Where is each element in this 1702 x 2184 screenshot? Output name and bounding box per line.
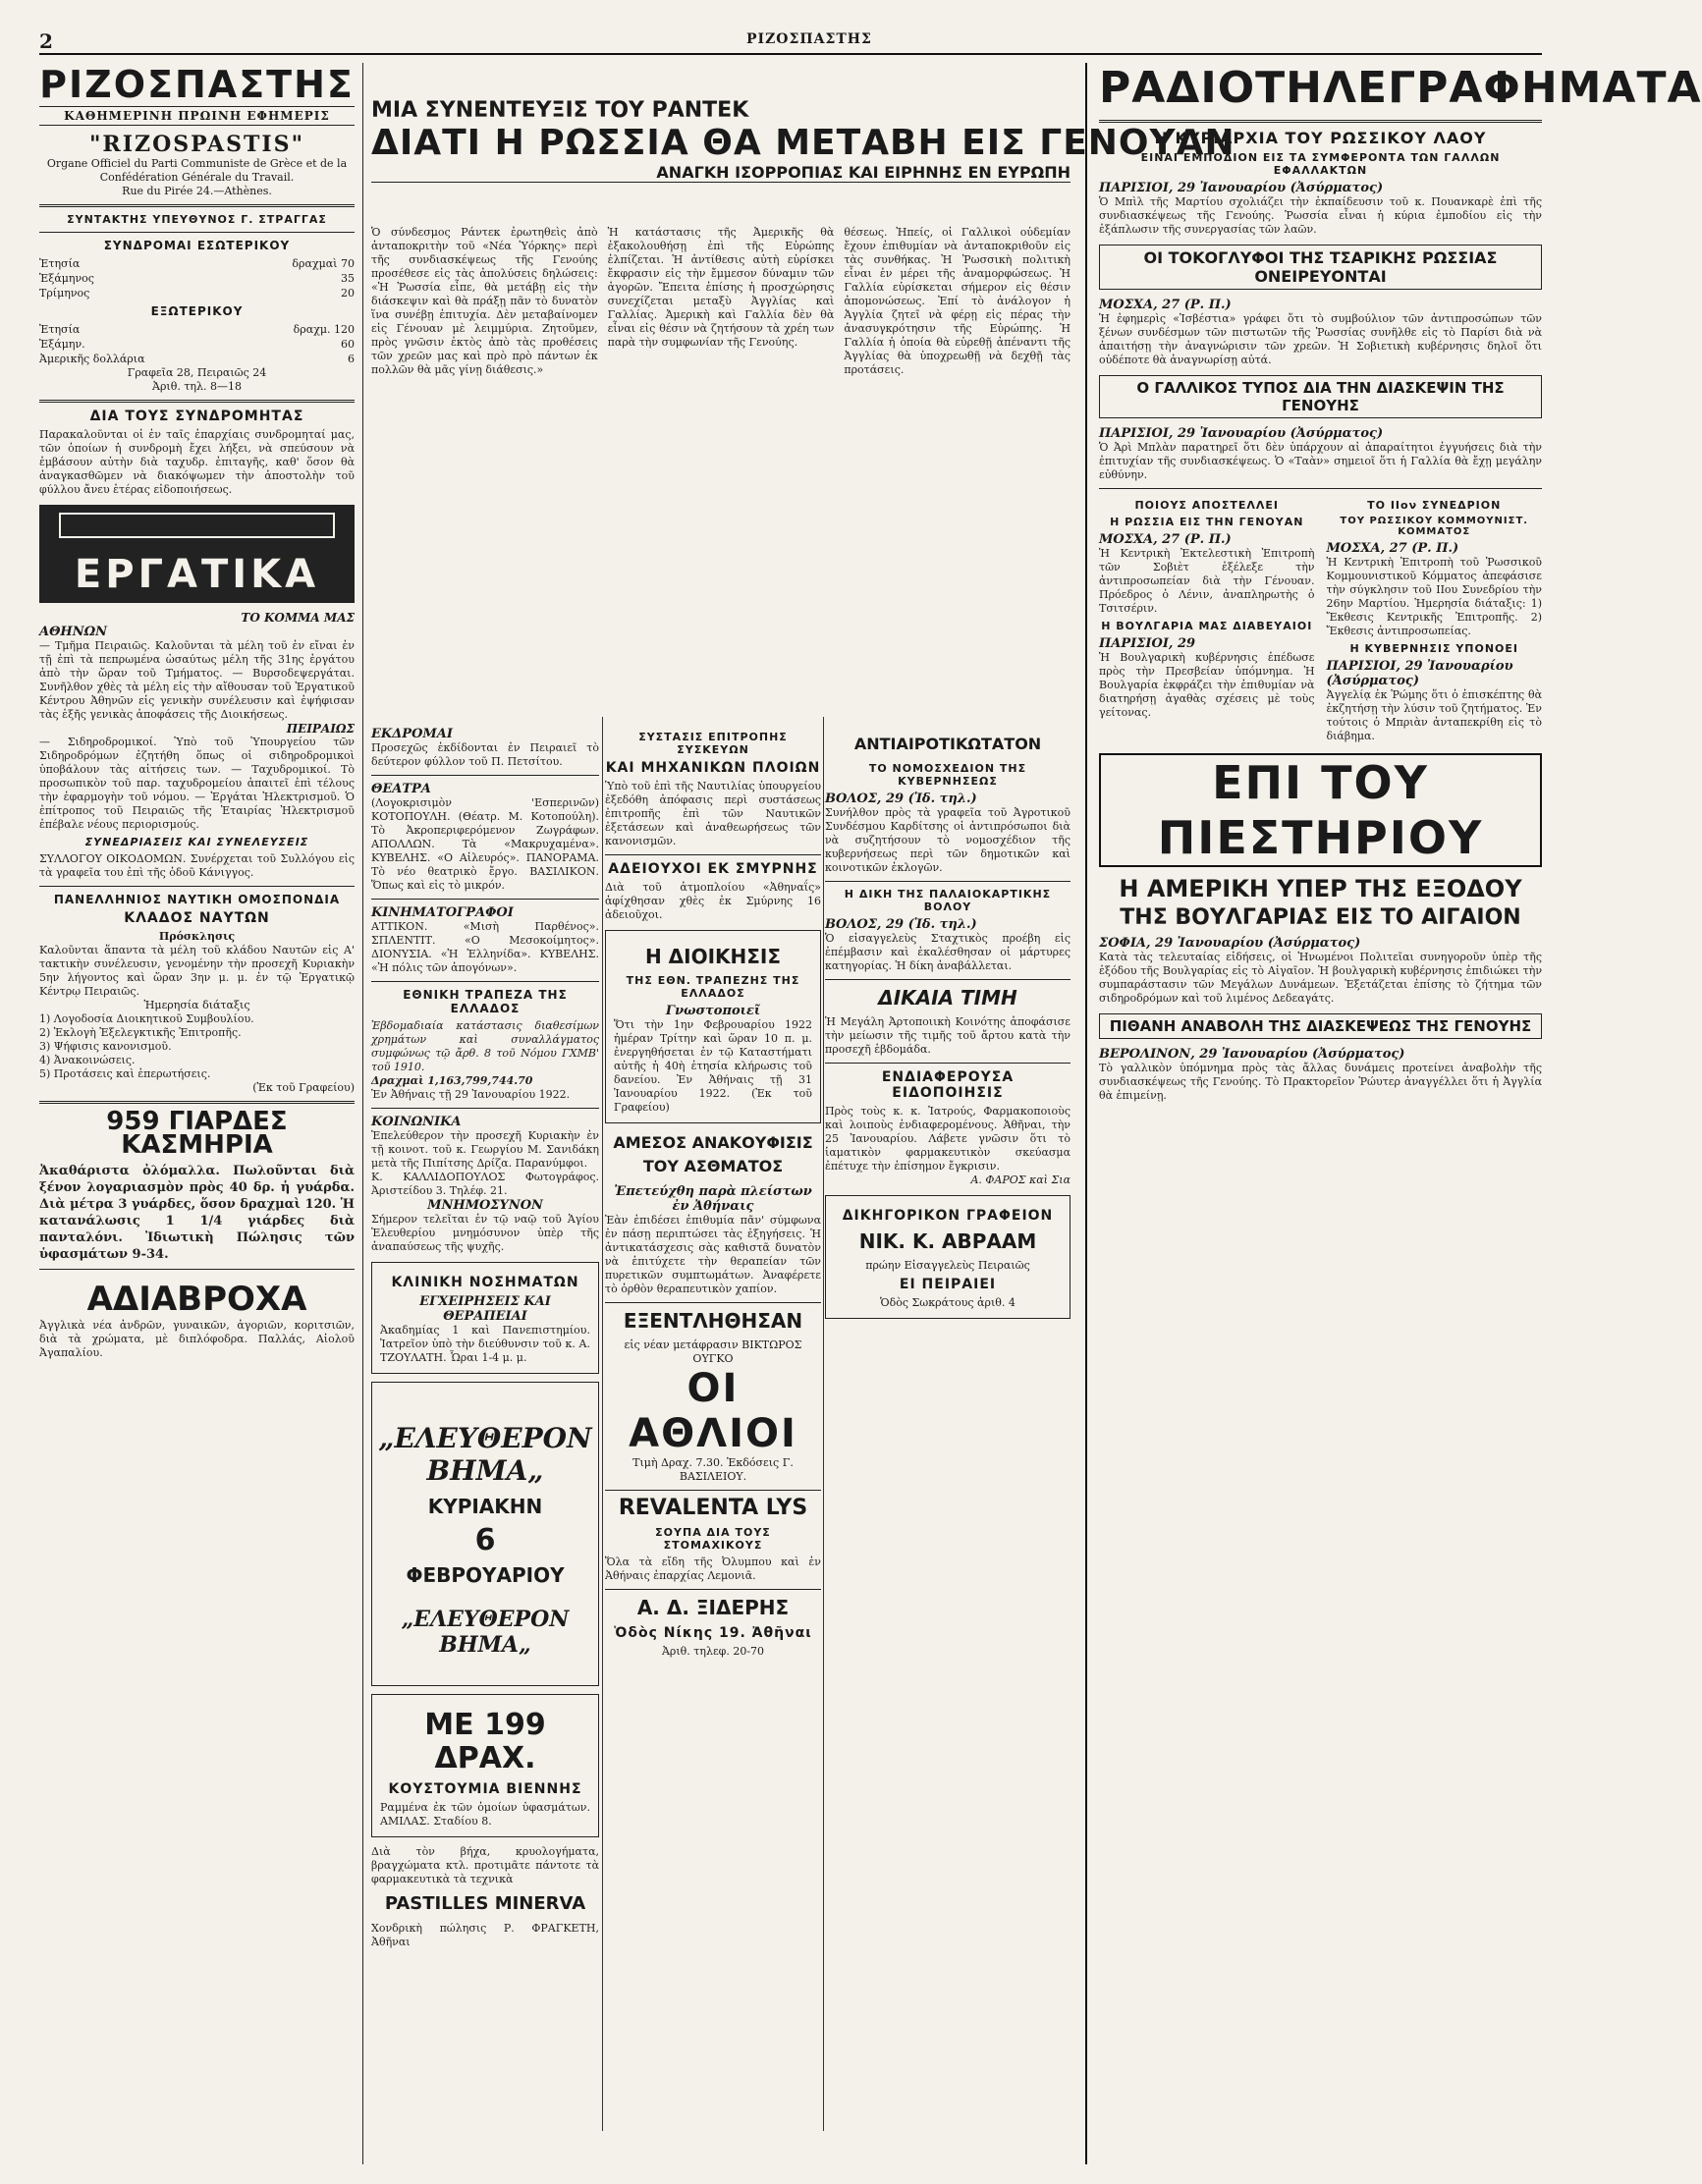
divider xyxy=(1099,120,1542,123)
interview-title: ΜΙΑ ΣΥΝΕΝΤΕΥΞΙΣ ΤΟΥ ΡΑΝΤΕΚ xyxy=(371,98,749,123)
radio-sub-2: ΕΙΝΑΙ ΕΜΠΟΔΙΟΝ ΕΙΣ ΤΑ ΣΥΜΦΕΡΟΝΤΑ ΤΩΝ ΓΑΛΛΩΝ ΕΦΑΛΛΑΚΤΩΝ xyxy=(1140,151,1501,177)
interview-header xyxy=(371,98,1235,183)
berlin-text: Τὸ γαλλικὸν ὑπόμνημα πρὸς τὰς ἄλλας δυνάμεις προτείνει ἀναβολὴν τῆς συνδιασκέψεως τῆς Γενούης. Τὸ Πρακτορεῖον Ῥώυτερ ἀναγγέλλει ὅτι ἡ Ἀγγλία θὰ ἐπιμείνῃ. xyxy=(1099,1062,1542,1102)
subscribers-head: ΔΙΑ ΤΟΥΣ ΣΥΝΔΡΟΜΗΤΑΣ xyxy=(89,409,304,424)
law-title: πρώην Εἰσαγγελεὺς Πειραιῶς xyxy=(865,1259,1030,1272)
subs-label: Ἀμερικῆς δολλάρια xyxy=(39,353,145,365)
kashmir-ad-text: Ἀκαθάριστα ὀλόμαλλα. Πωλοῦνται διὰ ξένον λογαριασμὸν πρὸς 40 δρ. ἡ γυάρδα. Διὰ μέτρα 3 γυάρδες, ὅσον δραχμαὶ 120. Ἡ κατανάλωσις 1 1/4 γιάρδες διὰ πανταλόνι. Ἰδιωτικὴ Πώλησις τῶν ὑφασμάτων 9-34. xyxy=(39,1164,355,1262)
masthead-address: Rue du Pirée 24.—Athènes. xyxy=(122,185,272,197)
xidipis-addr: Ὁδὸς Νίκης 19. Ἀθῆναι xyxy=(614,1625,812,1641)
kashmir-ad-head: 959 ΓΙΑΡΔΕΣ ΚΑΣΜΗΡΙΑ xyxy=(106,1107,288,1160)
moscow-3-text: Ἡ Κεντρικὴ Ἐπιτροπὴ τοῦ Ῥωσσικοῦ Κομμουνιστικοῦ Κόμματος ἀπεφάσισε τὴν σύγκλησιν τοῦ ΙΙου Συνεδρίου τὴν 26ην Μαρτίου. Ἡμερησία διάταξις: 1) Ἔκθεσις Κεντρικῆς Ἐπιτροπῆς. 2) Ἔκθεσις ἀντιπροσωπείας. xyxy=(1326,556,1542,637)
farou: Α. ΦΑΡΟΣ καὶ Σια xyxy=(970,1174,1071,1186)
smyrna-head: ΑΔΕΙΟΥΧΟΙ ΕΚ ΣΜΥΡΝΗΣ xyxy=(608,861,818,877)
column-2 xyxy=(371,727,599,2160)
koinonika-head: ΚΟΙΝΩΝΙΚΑ xyxy=(371,1115,462,1129)
endiaferousa-head: ΕΝΔΙΑΦΕΡΟΥΣΑ ΕΙΔΟΠΟΙΗΣΙΣ xyxy=(881,1069,1015,1101)
xidipis-name: Α. Δ. ΞΙΔΕΡΗΣ xyxy=(636,1596,790,1619)
subs-price: δραχμαὶ 70 xyxy=(292,257,355,270)
moscow-1-text: Ἡ ἐφημερὶς «Ἰσβέστια» γράφει ὅτι τὸ συμβούλιον τῶν ἀντιπροσώπων τῶν ξένων συνδέσμων τῶν πιστωτῶν τῆς Ῥωσσίας συνῆλθε εἰς τὸ Παρίσι διὰ νὰ ἀπαιτήσῃ τὴν ἀναγνώρισιν τῶν χρεῶν. Ἡ Σοβιετικὴ κυβέρνησις δηλοῖ ὅτι οὐδέποτε θὰ ἀναγνωρίσῃ αὐτά. xyxy=(1099,312,1542,366)
sofia: ΣΟΦΙΑ, 29 Ἰανουαρίου (Ἀσύρματος) xyxy=(1099,936,1361,951)
koinonika-text: Ἐπελεύθερον τὴν προσεχῆ Κυριακὴν ἐν τῇ κοινοτ. τοῦ κ. Γεωργίου Μ. Σανιδάκη μετὰ τῆς Πιπίτσης Δρίζα. Παρανύμφοι. xyxy=(371,1129,599,1170)
mnimo-head: ΜΝΗΜΟΣΥΝΟΝ xyxy=(427,1198,543,1213)
mnimo-text: Σήμερον τελεῖται ἐν τῷ ναῷ τοῦ Ἁγίου Ἐλευθερίου μνημόσυνον ὑπὲρ τῆς ἀναπαύσεως τῆς ψυχῆς. xyxy=(371,1213,599,1253)
prosklisis-text: Καλοῦνται ἅπαντα τὰ μέλη τοῦ κλάδου Ναυτῶν εἰς Α' τακτικὴν συνέλευσιν, γενομένην τὴν προσεχῆ Κυριακὴν 5ην λήγοντος καὶ ὥραν 3ην μ. μ. ἐν τῷ Ἐργατικῷ Κέντρῳ Πειραιῶς. xyxy=(39,944,355,998)
main-article-columns xyxy=(371,226,1071,377)
divider xyxy=(825,881,1071,882)
divider xyxy=(605,1490,821,1491)
masthead-subtitle: ΚΑΘΗΜΕΡΙΝΗ ΠΡΩΙΝΗ ΕΦΗΜΕΡΙΣ xyxy=(39,106,355,126)
top-rule xyxy=(39,29,1542,55)
dioik-head: Η ΔΙΟΙΚΗΣΙΣ xyxy=(644,945,782,968)
subs-row xyxy=(39,286,355,300)
syneleuseis-head: ΣΥΝΕΔΡΙΑΣΕΙΣ ΚΑΙ ΣΥΝΕΛΕΥΣΕΙΣ xyxy=(84,836,309,848)
bank-head: ΕΘΝΙΚΗ ΤΡΑΠΕΖΑ ΤΗΣ ΕΛΛΑΔΟΣ xyxy=(403,988,568,1015)
law-addr: Ὁδὸς Σωκράτους ἀριθ. 4 xyxy=(880,1296,1016,1309)
divider xyxy=(605,1589,821,1590)
newspaper-page xyxy=(39,29,1702,2160)
smyrna-text: Διὰ τοῦ ἀτμοπλοίου «Ἀθηναΐς» ἀφίχθησαν χθὲς ἐκ Σμύρνης 16 ἀδειοῦχοι. xyxy=(605,881,821,921)
poioys-head: ΠΟΙΟΥΣ ΑΠΟΣΤΕΛΛΕΙ xyxy=(1134,499,1280,512)
bank-text: Ἑβδομαδιαία κατάστασις διαθεσίμων χρημάτων καὶ συναλλάγματος συμφώνως τῷ ἄρθ. 8 τοῦ Νόμου ΓΧΜΒ' τοῦ 1910. xyxy=(371,1019,599,1073)
komma-head: ΤΟ ΚΟΜΜΑ ΜΑΣ xyxy=(241,611,355,625)
divider xyxy=(39,232,355,233)
divider xyxy=(39,204,355,207)
endiaferousa-text: Πρὸς τοὺς κ. κ. Ἰατρούς, Φαρμακοποιοὺς καὶ λοιποὺς ἐνδιαφερομένους. Ἀθῆναι, τὴν 25 Ἰανουαρίου. Λάβετε γνῶσιν ὅτι τὸ ἰαματικὸν φαρμακευτικὸν σκεύασμα ἐπέτυχε τὴν ἐπίσημον ἔγκρισιν. xyxy=(825,1105,1071,1173)
editor-line: ΣΥΝΤΑΚΤΗΣ ΥΠΕΥΘΥΝΟΣ Γ. ΣΤΡΑΓΓΑΣ xyxy=(67,213,327,226)
divider xyxy=(371,981,599,982)
main-subhead: ΑΝΑΓΚΗ ΙΣΟΡΡΟΠΙΑΣ ΚΑΙ ΕΙΡΗΝΗΣ ΕΝ ΕΥΡΩΠΗ xyxy=(371,163,1071,183)
news-col-a xyxy=(1099,495,1315,743)
divider xyxy=(371,1108,599,1109)
article-col-2: Ἡ κατάστασις τῆς Ἀμερικῆς θὰ ἐξακολουθήσῃ ἐπὶ τῆς Εὐρώπης ἐλπίζεται. Ἡ ἀντίθεσις αὐτὴ εὑρίσκει ἔκφρασιν εἰς τὴν ἔμμεσον δύναμιν τῶν ἀγορῶν. Ἔπειτα ἐπίσης ἡ προσχώρησις συνεχίζεται μεταξὺ Ἀγγλίας καὶ Γαλλίας. Ἀμερικὴ καὶ Γαλλία δὲν θὰ εἶναι εἰς θέσιν νὰ ζητήσουν τὰ χρέη των παρὰ τὴν συμφωνίαν τῆς Γενούης. xyxy=(607,226,835,349)
synedrio-head: ΤΟ ΙΙον ΣΥΝΕΔΡΙΟΝ xyxy=(1367,499,1502,512)
bank-amount: Δραχμαὶ 1,163,799,744.70 xyxy=(371,1074,533,1087)
exantlithisan: ΕΞΕΝΤΛΗΘΗΣΑΝ xyxy=(623,1309,803,1333)
february: ΦΕΒΡΟΥΑΡΙΟΥ xyxy=(406,1563,565,1587)
labor-text-2: — Σιδηροδρομικοί. Ὑπὸ τοῦ Ὑπουργείου τῶν Σιδηροδρόμων ἐζητήθη ὅπως οἱ σιδηροδρομικοὶ ὑποβάλουν τὰς αἰτήσεις των. — Ταχυδρομικοί. Τὸ προσωπικὸν τοῦ παρ. ταχυδρομείου ἀπαιτεῖ ἐπὶ τέλους τὴν ἐφαρμογὴν τοῦ νόμου. — Ἐργάται Ἠλεκτρισμοῦ. Ὁ ἐπίτροπος τοῦ Πειραιῶς τῆς Ἑταιρίας Ἠλεκτρισμοῦ ἐπέβαλε νέους περιορισμούς. xyxy=(39,736,355,831)
offices: Γραφεῖα 28, Πειραιῶς 24 xyxy=(127,366,267,379)
soupa: ΣΟΥΠΑ ΔΙΑ ΤΟΥΣ ΣΤΟΜΑΧΙΚΟΥΣ xyxy=(655,1526,771,1552)
adiavrocha-head: ΑΔΙΑΒΡΟΧΑ xyxy=(86,1280,307,1319)
subs-price: δραχμ. 120 xyxy=(293,323,355,336)
kallidopoulos: Κ. ΚΑΛΛΙΔΟΠΟΥΛΟΣ Φωτογράφος. Ἀριστείδου 3. Τηλέφ. 21. xyxy=(371,1171,599,1197)
theatra-head: ΘΕΑΤΡΑ xyxy=(371,782,431,796)
divider xyxy=(1099,488,1542,489)
asthma-head: ΑΜΕΣΟΣ ΑΝΑΚΟΥΦΙΣΙΣ ΤΟΥ ΑΣΘΜΑΤΟΣ xyxy=(613,1133,813,1175)
anavoli-head: ΠΙΘΑΝΗ ΑΝΑΒΟΛΗ ΤΗΣ ΔΙΑΣΚΕΨΕΩΣ ΤΗΣ ΓΕΝΟΥΗΣ xyxy=(1099,1013,1542,1039)
column-3 xyxy=(605,727,821,2160)
antiair-sub: ΤΟ ΝΟΜΟΣΧΕΔΙΟΝ ΤΗΣ ΚΥΒΕΡΝΗΣΕΩΣ xyxy=(868,762,1027,788)
law-head: ΔΙΚΗΓΟΡΙΚΟΝ ΓΡΑΦΕΙΟΝ xyxy=(842,1208,1054,1224)
revalenta-head: REVALENTA LYS xyxy=(618,1496,808,1520)
volos-2-text: Ὁ εἰσαγγελεὺς Σταχτικὸς προέβη εἰς ἐπέμβασιν καὶ ἐκαλέσθησαν οἱ μάρτυρες κατηγορίας. Ἡ δίκη ἀναβάλλεται. xyxy=(825,932,1071,972)
dikaia-text: Ἡ Μεγάλη Ἀρτοποιικὴ Κοινότης ἀποφάσισε τὴν μείωσιν τῆς τιμῆς τοῦ ἄρτου κατὰ τὴν προσεχῆ ἑβδομάδα. xyxy=(825,1015,1071,1056)
masthead-latin: "RIZOSPASTIS" xyxy=(88,132,305,157)
two-col-news xyxy=(1099,495,1542,743)
volos-1: ΒΟΛΟΣ, 29 (Ἰδ. τηλ.) xyxy=(825,792,977,806)
paris-2-text: Ὁ Ἀρὶ Μπλὰν παρατηρεῖ ὅτι δὲν ὑπάρχουν αἱ ἀπαραίτητοι ἐγγυήσεις διὰ τὴν ἐπιτυχίαν τῆς συνδιασκέψεως. Ὁ «Ταὰν» σημειοῖ ὅτι ἡ Γαλλία θὰ ἔχῃ μεγάλην εὐθύνην. xyxy=(1099,441,1542,481)
subs-price: 60 xyxy=(341,338,355,351)
ergatika-banner xyxy=(39,505,355,603)
dioik-text: Ὅτι τὴν 1ην Φεβρουαρίου 1922 ἡμέραν Τρίτην καὶ ὥραν 10 π. μ. ἐνεργηθήσεται ἐν τῷ Καταστήματι αὐτῆς ἡ 40ὴ ἐτησία κλήρωσις τοῦ δανείου. Ἐν Ἀθήναις τῇ 31 Ἰανουαρίου 1922. (Ἐκ τοῦ Γραφείου) xyxy=(614,1018,812,1114)
subs-foreign-title: ΕΞΩΤΕΡΙΚΟΥ xyxy=(150,304,244,318)
sofia-text: Κατὰ τὰς τελευταίας εἰδήσεις, οἱ Ἡνωμένοι Πολιτεῖαι συνηγοροῦν ὑπὲρ τῆς ἐξόδου τῆς Βουλγαρίας εἰς τὸ Αἰγαῖον. Ἡ βουλγαρικὴ κυβέρνησις ἐπιδιώκει τὴν συμπαράστασιν τῶν Μεγάλων Δυνάμεων. Ἐξετάζεται ἐπίσης τὸ ζήτημα τῶν σιδηροδρόμων καὶ τοῦ λιμένος Δεδεαγάτς. xyxy=(1099,951,1542,1005)
main-article xyxy=(371,226,1071,717)
exp-head-2: ΚΑΙ ΜΗΧΑΝΙΚΩΝ ΠΛΟΙΩΝ xyxy=(605,760,821,776)
bank-date: Ἐν Ἀθήναις τῇ 29 Ἰανουαρίου 1922. xyxy=(371,1088,571,1101)
signed: (Ἐκ τοῦ Γραφείου) xyxy=(252,1081,355,1094)
pharmacy: Χονδρικὴ πώλησις Ρ. ΦΡΑΓΚΕΤΗ, Ἀθῆναι xyxy=(371,1922,599,1948)
exp-head: ΣΥΣΤΑΣΙΣ ΕΠΙΤΡΟΠΗΣ ΣΥΣΚΕΥΩΝ xyxy=(638,731,788,756)
order-item: 2) Ἐκλογὴ Ἐξελεγκτικῆς Ἐπιτροπῆς. xyxy=(39,1026,242,1039)
column-rule xyxy=(602,717,603,2131)
clinic-sub: ΕΓΧΕΙΡΗΣΕΙΣ ΚΑΙ ΘΕΡΑΠΕΙΑΙ xyxy=(419,1294,551,1324)
paris-3: ΠΑΡΙΣΙΟΙ, 29 xyxy=(1099,636,1196,651)
ekdromai-text: Προσεχῶς ἐκδίδονται ἐν Πειραιεῖ τὸ δεύτερον φύλλον τοῦ Π. Πετσίτου. xyxy=(371,741,599,768)
antiair-head: ΑΝΤΙΑΙΡΟΤΙΚΩΤΑΤΟΝ xyxy=(853,735,1042,753)
column-1 xyxy=(39,63,363,2164)
moscow-2: ΜΟΣΧΑ, 27 (Ρ. Π.) xyxy=(1099,532,1232,547)
revalenta-text: Ὅλα τὰ εἴδη τῆς Ὀλυμπου καὶ ἐν Ἀθήναις ἐπαρχίας Λεμονιᾶ. xyxy=(605,1556,821,1582)
xidipis-phone: Ἀριθ. τηλεφ. 20-70 xyxy=(661,1645,765,1658)
subs-price: 6 xyxy=(348,353,355,365)
gallikos-head: Ο ΓΑΛΛΙΚΟΣ ΤΥΠΟΣ ΔΙΑ ΤΗΝ ΔΙΑΣΚΕΨΙΝ ΤΗΣ ΓΕΝΟΥΗΣ xyxy=(1099,375,1542,418)
piestiriou-head: ΕΠΙ ΤΟΥ ΠΙΕΣΤΗΡΙΟΥ xyxy=(1099,753,1542,867)
ekdromai-head: ΕΚΔΡΟΜΑΙ xyxy=(371,727,453,741)
synedrio-head-2: ΤΟΥ ΡΩΣΣΙΚΟΥ ΚΟΜΜΟΥΝΙΣΤ. ΚΟΜΜΑΤΟΣ xyxy=(1340,516,1529,537)
subs-row xyxy=(39,322,355,337)
athens-head: ΑΘΗΝΩΝ xyxy=(39,625,108,639)
imerisia: Ἡμερησία διάταξις xyxy=(143,999,250,1011)
divider xyxy=(825,1063,1071,1064)
paris-3-text: Ἡ Βουλγαρικὴ κυβέρνησις ἐπέδωσε πρὸς τὴν Πρεσβείαν ὑπόμνημα. Ἡ Βουλγαρία ἐκφράζει τὴν ἐπιθυμίαν νὰ διατηρήσῃ ἀγαθὰς σχέσεις μὲ τοὺς γείτονας. xyxy=(1099,651,1315,719)
subs-label: Ἐτησία xyxy=(39,257,81,270)
divider xyxy=(39,1269,355,1270)
divider xyxy=(605,1302,821,1303)
banner-decoration xyxy=(59,513,335,538)
adiavrocha-text: Ἀγγλικὰ νέα ἀνδρῶν, γυναικῶν, ἀγοριῶν, κοριτσιῶν, διὰ τὰ χρώματα, μὲ διπλόφοδρα. Παλλάς, Αἰολοῦ Ἀγαπαλίου. xyxy=(39,1319,355,1359)
main-headline: ΔΙΑΤΙ Η ΡΩΣΣΙΑ ΘΑ ΜΕΤΑΒΗ ΕΙΣ ΓΕΝΟΥΑΝ xyxy=(371,123,1235,163)
naftiki-head: ΠΑΝΕΛΛΗΝΙΟΣ ΝΑΥΤΙΚΗ ΟΜΟΣΠΟΝΔΙΑ xyxy=(53,893,341,906)
volos-1-text: Συνήλθον πρὸς τὰ γραφεῖα τοῦ Ἀγροτικοῦ Συνδέσμου Καρδίτσης οἱ ἀντιπρόσωποι διὰ νὰ συζητήσουν τὸ νομοσχέδιον τῆς κυβερνήσεως περὶ τῶν δημοτικῶν καὶ κοινοτικῶν ἐκλογῶν. xyxy=(825,806,1071,874)
suits-head: ΚΟΥΣΤΟΥΜΙΑ ΒΙΕΝΝΗΣ xyxy=(388,1781,582,1797)
paris-2: ΠΑΡΙΣΙΟΙ, 29 Ἰανουαρίου (Ἀσύρματος) xyxy=(1099,426,1384,441)
subs-label: Ἐτησία xyxy=(39,323,81,336)
paris-1: ΠΑΡΙΣΙΟΙ, 29 Ἰανουαρίου (Ἀσύρματος) xyxy=(1099,181,1384,195)
exp-text: Ὑπὸ τοῦ ἐπὶ τῆς Ναυτιλίας ὑπουργείου ἐξεδόθη ἀπόφασις περὶ συστάσεως ἐπιτροπῆς ἐπὶ τῶν Ναυτικῶν ἐξετάσεων καὶ ἀναθεωρήσεως τῶν κανονισμῶν. xyxy=(605,780,821,847)
moscow-2-text: Ἡ Κεντρικὴ Ἐκτελεστικὴ Ἐπιτροπὴ τῶν Σοβιὲτ ἐξέλεξε τὴν ἀντιπροσωπείαν διὰ τὴν Γένουαν. Πρόεδρος ὁ Λένιν, ἀναπληρωτὴς ὁ Τσιτσέριν. xyxy=(1099,547,1315,615)
eleftheron-vima-1: „ΕΛΕΥΘΕΡΟΝ ΒΗΜΑ„ xyxy=(378,1422,592,1487)
order-item: 4) Ἀνακοινώσεις. xyxy=(39,1054,136,1066)
volos-2: ΒΟΛΟΣ, 29 (Ἰδ. τηλ.) xyxy=(825,917,977,932)
phone: Ἀριθ. τηλ. 8—18 xyxy=(152,380,242,393)
news-col-b xyxy=(1327,495,1543,743)
paris-4-text: Ἀγγελίᾳ ἐκ Ῥώμης ὅτι ὁ ἐπισκέπτης θὰ ἐκζητήσῃ τὴν λύσιν τοῦ ζητήματος. Ἐν τούτοις ὁ Μπριὰν ἀνταπεκρίθη εἰς τὸ διάβημα. xyxy=(1326,688,1542,742)
law-office-ad xyxy=(825,1195,1071,1319)
masthead xyxy=(39,63,355,198)
clinic-ad xyxy=(371,1262,599,1374)
berlin: ΒΕΡΟΛΙΝΟΝ, 29 Ἰανουαρίου (Ἀσύρματος) xyxy=(1099,1047,1405,1062)
masthead-title: ΡΙΖΟΣΠΑΣΤΗΣ xyxy=(39,63,355,106)
divider xyxy=(825,979,1071,980)
piraeus-head: ΠΕΙΡΑΙΩΣ xyxy=(286,722,355,736)
subs-row xyxy=(39,352,355,366)
subs-price: 20 xyxy=(341,287,355,300)
article-col-3: θέσεως. Ἠπείς, οἱ Γαλλικοὶ οὐδεμίαν ἔχουν ἐπιθυμίαν νὰ ἀνταποκριθοῦν εἰς τὰς συνθήκας. Ἡ Ῥωσσικὴ πολιτικὴ εἶναι ἐν μέρει τῆς ἀναμορφώσεως. Ἡ Γαλλία εὑρίσκεται σήμερον εἰς θέσιν ἀπομονώσεως. Ἐπί τὸ ἀνάλογον ἡ Ἀγγλία ζητεῖ νὰ φέρῃ εἰς πέρας τὴν ἀνασυγκρότησιν τῆς Εὐρώπης. Ἡ Γαλλία ἡ ὁποία θὰ εὑρεθῇ ἀπέναντι τῆς Ἀγγλίας θὰ ὑποχρεωθῇ νὰ δεχθῇ τὰς προτάσεις. xyxy=(844,226,1071,376)
victor-hugo: εἰς νέαν μετάφρασιν ΒΙΚΤΩΡΟΣ ΟΥΓΚΟ xyxy=(624,1338,802,1365)
subs-domestic-title: ΣΥΝΔΡΟΜΑΙ ΕΣΩΤΕΡΙΚΟΥ xyxy=(103,239,291,252)
kinim-head: ΚΙΝΗΜΑΤΟΓΡΑΦΟΙ xyxy=(371,905,514,920)
tokogl-head: ΟΙ ΤΟΚΟΓΛΥΦΟΙ ΤΗΣ ΤΣΑΡΙΚΗΣ ΡΩΣΣΙΑΣ ΟΝΕΙΡΕΥΟΝΤΑΙ xyxy=(1099,245,1542,290)
clinic-text: Ἀκαδημίας 1 καὶ Πανεπιστημίου. Ἰατρεῖον ὑπὸ τὴν διεύθυνσιν τοῦ κ. Α. ΤΖΟΥΛΑΤΗ. Ὧραι 1-4 μ. μ. xyxy=(380,1324,590,1364)
paris-1-text: Ὁ Μπὶλ τῆς Μαρτίου σχολιάζει τὴν ἐκπαίδευσιν τοῦ κ. Πουανκαρὲ ἐπὶ τῆς συνδιασκέψεως τῆς Γενούης. Ῥωσσία εἶναι ἡ κύρια ἐμποδίου εἰς τὴν ἐξάπλωσιν τῆς συνεργασίας τῶν λαῶν. xyxy=(1099,195,1542,236)
divider xyxy=(371,899,599,900)
suits-text: Ραμμένα ἐκ τῶν ὁμοίων ὑφασμάτων. ΑΜΙΛΑΣ. Σταδίου 8. xyxy=(380,1801,590,1828)
clinic-head: ΚΛΙΝΙΚΗ ΝΟΣΗΜΑΤΩΝ xyxy=(391,1275,579,1290)
column-rule xyxy=(823,717,824,2131)
labor-text-1: — Τμῆμα Πειραιῶς. Καλοῦνται τὰ μέλη τοῦ ἐν εἴναι ἐν τῇ ἐπὶ τὰ πεπρωμένα ὡσαύτως μέλη τῆς 31ης ἐργάτου ἀπὸ τὴν ὥραν τοῦ Τμήματος. — Βυρσοδεψεργάται. Συνῆλθον χθὲς τὰ μέλη εἰς τὴν αἴθουσαν τοῦ Ἐργατικοῦ Κέντρου Ἀθηνῶν εἰς γενικὴν συνέλευσιν καὶ ἐψήφισαν τὰς ἑξῆς γενικὰς ἀποφάσεις τῆς Διοικήσεως. xyxy=(39,639,355,721)
moscow-3: ΜΟΣΧΑ, 27 (Ρ. Π.) xyxy=(1326,541,1459,556)
gnostopoiei: Γνωστοποιεῖ xyxy=(665,1004,761,1018)
pastilles-text: Διὰ τὸν βήχα, κρυολογήματα, βραγχώματα κτλ. προτιμᾶτε πάντοτε τὰ φαρμακευτικὰ τὰ τεχνικὰ xyxy=(371,1845,599,1885)
dioik-sub: ΤΗΣ ΕΘΝ. ΤΡΑΠΕΖΗΣ ΤΗΣ ΕΛΛΑΔΟΣ xyxy=(626,974,800,1000)
subs-price: 35 xyxy=(341,272,355,285)
running-head: ΡΙΖΟΣΠΑΣΤΗΣ xyxy=(746,31,872,47)
divider xyxy=(39,400,355,403)
kinim-text: ΑΤΤΙΚΟΝ. «Μισὴ Παρθένος». ΣΠΛΕΝΤΙΤ. «Ο Μεσοκοίμητος». ΔΙΟΝΥΣΙΑ. «Ἡ Ἑλληνίδα». ΚΥΒΕΛΗΣ. «Ἡ πόλις τῶν ἀπογόνων». xyxy=(371,920,599,974)
subs-label: Τρίμηνος xyxy=(39,287,90,300)
asthma-sub: Ἐπετεύχθη παρὰ πλείστων ἐν Ἀθήναις xyxy=(614,1184,812,1214)
subs-row xyxy=(39,337,355,352)
radio-head: ΡΑΔΙΟΤΗΛΕΓΡΑΦΗΜΑΤΑ xyxy=(1099,63,1702,113)
masthead-organ: Organe Officiel du Parti Communiste de Grèce et de la Confédération Générale du Travail. xyxy=(46,157,348,184)
poioys-head-2: Η ΡΩΣΣΙΑ ΕΙΣ ΤΗΝ ΓΕΝΟΥΑΝ xyxy=(1110,516,1304,528)
dikaia-head: ΔΙΚΑΙΑ ΤΙΜΗ xyxy=(878,986,1017,1010)
subscribers-text: Παρακαλοῦνται οἱ ἐν ταῖς ἐπαρχίαις συνδρομηταί μας, τῶν ὁποίων ἡ συνδρομὴ ἔχει λήξει, νὰ σπεύσουν νὰ ἐμβάσουν αὐτὴν διὰ ταχυδρ. ἐπιταγῆς, καθ' ὅσον θὰ ἀναγκασθῶμεν νὰ διακόψωμεν τὴν ἀποστολὴν τοῦ φύλλου ἄνευ ἑτέρας εἰδοποιήσεως. xyxy=(39,428,355,496)
subs-label: Ἑξάμηνος xyxy=(39,272,94,285)
eleftheron-vima-2: „ΕΛΕΥΘΕΡΟΝ ΒΗΜΑ„ xyxy=(401,1607,570,1658)
subs-row xyxy=(39,256,355,271)
divider xyxy=(371,775,599,776)
eleftheron-vima-ad xyxy=(371,1382,599,1686)
subs-row xyxy=(39,271,355,286)
palkon-head: Η ΔΙΚΗ ΤΗΣ ΠΑΛΑΙΟΚΑΡΤΙΚΗΣ ΒΟΛΟΥ xyxy=(844,888,1052,913)
athlioi-head: ΟΙ ΑΘΛΙΟΙ xyxy=(629,1366,797,1456)
order-item: 1) Λογοδοσία Διοικητικοῦ Συμβουλίου. xyxy=(39,1012,254,1025)
kyriaki: ΚΥΡΙΑΚΗΝ xyxy=(427,1495,543,1518)
radio-sub-1: Η ΚΥΡΙΑΡΧΙΑ ΤΟΥ ΡΩΣΣΙΚΟΥ ΛΑΟΥ xyxy=(1154,129,1487,147)
divider xyxy=(39,1101,355,1104)
amerika-head: Η ΑΜΕΡΙΚΗ ΥΠΕΡ ΤΗΣ ΕΞΟΔΟΥ xyxy=(1119,875,1522,902)
page-number: 2 xyxy=(39,29,53,53)
order-item: 3) Ψήφισις κανονισμοῦ. xyxy=(39,1040,172,1053)
voulgaria-head: Η ΒΟΥΛΓΑΡΙΑ ΜΑΣ ΔΙΑΒΕΥΑΙΟΙ xyxy=(1101,620,1313,632)
pastilles-head: PASTILLES MINERVA xyxy=(384,1893,586,1914)
divider xyxy=(39,886,355,887)
amerika-head-2: ΤΗΣ ΒΟΥΛΓΑΡΙΑΣ ΕΙΣ ΤΟ ΑΙΓΑΙΟΝ xyxy=(1120,905,1521,930)
athlioi-text: Τιμὴ Δραχ. 7.30. Ἐκδόσεις Γ. ΒΑΣΙΛΕΙΟΥ. xyxy=(632,1456,794,1483)
syneleuseis-text: ΣΥΛΛΟΓΟΥ ΟΙΚΟΔΟΜΩΝ. Συνέρχεται τοῦ Συλλόγου εἰς τὰ γραφεῖα του ἐπὶ τῆς ὁδοῦ Κάνιγγος. xyxy=(39,852,355,879)
column-4 xyxy=(825,727,1071,2160)
day-six: 6 xyxy=(474,1523,496,1557)
law-city: ΕΙ ΠΕΙΡΑΙΕΙ xyxy=(899,1277,997,1292)
paris-4: ΠΑΡΙΣΙΟΙ, 29 Ἰανουαρίου (Ἀσύρματος) xyxy=(1326,659,1513,688)
article-col-1: Ὁ σύνδεσμος Ράντεκ ἐρωτηθεὶς ἀπὸ ἀνταποκριτὴν τοῦ «Νέα Ὑόρκης» περὶ τῆς συνδιασκέψεως τῆς Γενούης προσέθεσε εἰς τὰς ἀπολύσεις δηλώσεις: «Ἡ Ῥωσσία εἶπε, θὰ μετάβῃ εἰς τὴν διάσκεψιν καὶ θὰ πράξῃ πᾶν τὸ δυνατὸν ἵνα συνέβῃ ἐπιτυχία. Δὲν μεταβαίνομεν εἰς Γένουαν μὲ λειμμύρια. Ζητοῦμεν, πρὸς γνῶσιν ἐκτὸς ἀπὸ τὰς προθέσεις τῶν χρεῶν μας καὶ πρὸ πρὸ πάντων ἐκ πολλῶν θὰ μᾶς γίνῃ διάθεσις.» xyxy=(371,226,598,376)
ergatika-title: ΕΡΓΑΤΙΚΑ xyxy=(74,552,320,597)
prosklisis: Πρόσκλησις xyxy=(158,930,236,943)
subs-label: Ἑξάμην. xyxy=(39,338,85,351)
klados-head: ΚΛΑΔΟΣ ΝΑΥΤΩΝ xyxy=(124,910,270,926)
asthma-text: Ἐὰν ἐπιδέσει ἐπιθυμία πᾶν' σύμφωνα ἐν πάσῃ περιπτώσει τὰς ἐξηγήσεις. Ἡ ἀντικατάσχεσις σὰς καθιστᾶ δυνατὸν νὰ ἐπιτύχετε τὴν θεραπείαν τῶν πυρετικῶν συμπτωμάτων. Ἀναφέρετε τὸ ὀρθὸν θεραπευτικὸν χαπίον. xyxy=(605,1214,821,1295)
law-name: ΝΙΚ. Κ. ΑΒΡΑΑΜ xyxy=(858,1229,1037,1253)
column-5 xyxy=(1085,63,1702,2164)
moscow-1: ΜΟΣΧΑ, 27 (Ρ. Π.) xyxy=(1099,298,1232,312)
dioikisis-box xyxy=(605,930,821,1123)
kyv-ypo-head: Η ΚΥΒΕΡΝΗΣΙΣ ΥΠΟΝΟΕΙ xyxy=(1349,642,1519,655)
order-item: 5) Προτάσεις καὶ ἐπερωτήσεις. xyxy=(39,1067,211,1080)
divider xyxy=(605,854,821,855)
theatra-text: (Λογοκρισιμὸν 'Εσπερινῶν) ΚΟΤΟΠΟΥΛΗ. (Θέατρ. Μ. Κοτοπούλη). Τὸ Ἀκροπεριφερόμενον Ζωγράφων. ΑΠΟΛΛΩΝ. Τὰ «Μακρυχαμένα». ΚΥΒΕΛΗΣ. «Ο Αἰλευρός». ΠΑΝΟΡΑΜΑ. Τὸ νέο θεατρικὸ ἔργο. ΒΑΣΙΛΙΚΟΝ. Ὅπως καὶ εἰς τὸ μικρόν. xyxy=(371,796,599,892)
suits-price-head: ΜΕ 199 ΔΡΑΧ. xyxy=(424,1708,546,1775)
suits-ad xyxy=(371,1694,599,1837)
